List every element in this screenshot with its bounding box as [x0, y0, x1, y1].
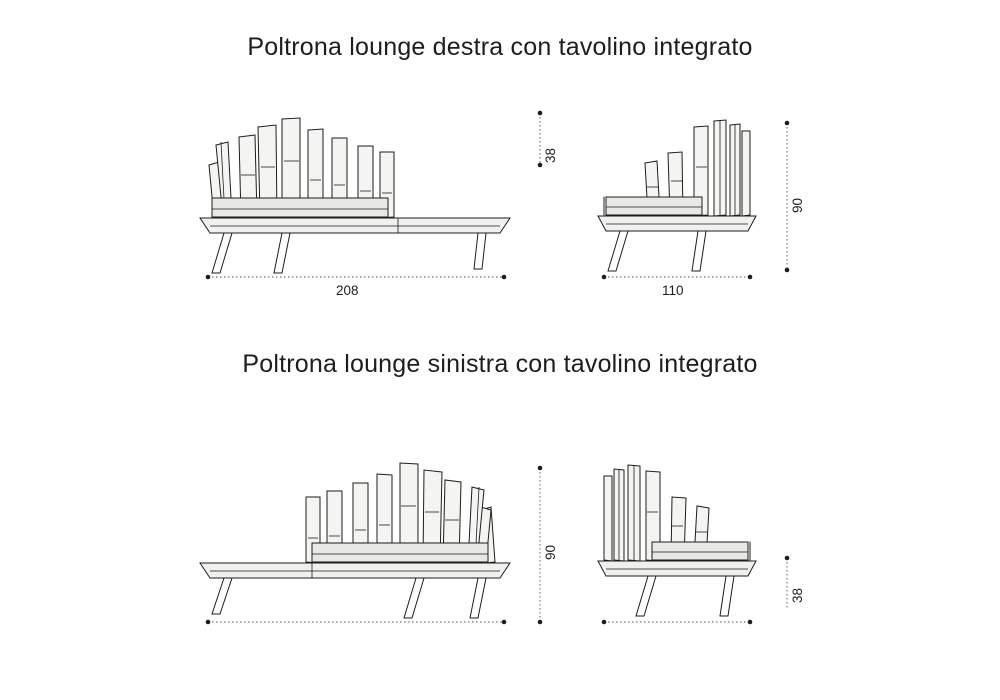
front-view-drawing-top — [190, 105, 550, 305]
side-view-drawing-top — [590, 105, 775, 305]
dimension-height-90-bottom — [525, 450, 558, 630]
dimension-label-90-top: 90 — [790, 197, 805, 213]
dimension-height-38-top — [525, 105, 558, 185]
diagram-left-lounge-side-view — [590, 450, 775, 650]
front-view-drawing-bottom — [190, 450, 550, 650]
diagram-left-lounge-front-view — [190, 450, 550, 650]
dimension-height-90-top — [772, 105, 805, 285]
dimension-label-38-bottom: 38 — [790, 587, 805, 603]
page-title-left-lounge: Poltrona lounge sinistra con tavolino integrato — [242, 350, 758, 378]
diagram-right-lounge-front-view — [190, 105, 550, 305]
dimension-label-208: 208 — [336, 283, 359, 298]
diagram-right-lounge-side-view — [590, 105, 775, 305]
page-title-right-lounge: Poltrona lounge destra con tavolino integrato — [247, 33, 753, 61]
dimension-label-38-top: 38 — [543, 147, 558, 163]
dimension-label-110: 110 — [662, 283, 684, 298]
dimension-height-38-bottom — [772, 500, 805, 610]
dimension-label-90-bottom: 90 — [543, 544, 558, 560]
side-view-drawing-bottom — [590, 450, 775, 650]
